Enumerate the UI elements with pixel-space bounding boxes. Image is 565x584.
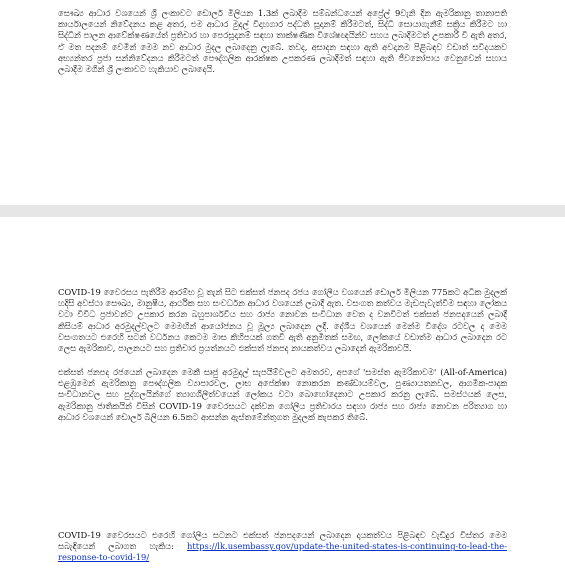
paragraph-health-aid: සෞඛ්‍ය ආධාර වශයෙන් ශ්‍රී ලංකාවට ඩොලර් මිලියන 1.3ක් ලබාදීම සම්බන්ධයෙන් අප්‍රේල් 9වැනි දින ඇමරිකානු තානාපති කාර්යාලයෙන් නිවේදනය කළ අතර, එම ආධාර මුදල් විදාහගාර පද්ධති සූදානම් කිරීමටත්, සිද්ධි සොයාගැනීම් සක්‍රිය කිරීමට හා සිද්ධීන් පාලන ආවේක්ෂණයේත් ප්‍රතිචාර හා පෙරසූදානම් සඳහා තාක්ෂණික විශේෂඥයින්ව සහය ලබාදීමටත් උපකාරී වී ඇති අතර, ඒ මත පදනම් වෙමින් මෙම නව ආධාර මුදල ලබාදෙනු ලැබේ. තවද, අසාදන සඳහා ඇති අවදානම පිළිබඳව වඩාත් සවිදයකව අභ්‍යන්තර ප්‍රජා සන්නිවේදනය කිරීමටත් පෞද්ගලික ආරක්ෂක උපකරණ ලබාදීමත් සඳහා ඇති ජීවනෝපාය වෙනුවෙන් සහාය ලබාදීම මගින් ශ්‍රී ලංකාවට හැකියාව ලබාදෙයි. [58, 8, 507, 75]
paragraph-covid-funding: COVID-19 වෛරසය පැතිරීම ආරම්භ වූ තැන් සිට එක්සත් ජනපද රජය ගෝලීය වශයෙන් ඩොලර් මිලියන 775කට අධික මුදලක් හදිසි අවස්ථා සෞඛ්‍ය, මානුෂීය, ආර්ථික සහ සංවර්ධන ආධාර වශයෙන් ලබාදී ඇත. වසංගත කත්වය මැඩපැවැත්වීම සඳහා ලෝකය වටා විවිධ ප්‍රජාවන්ට උපකාර කරන බහුපාර්ශවීය සහ රාජ්‍ය නොවන සංවිධාන වෙත ද වනවිටත් එක්සත් ජනපදයෙන් ලබාදී කිසියම් ආධාර අරමුදල්වලට මෙමඟින් ආයෝජනය වූ මූල්‍ය ලබාදෙන ලදී. දේශීය වශයෙන් මෙන්ම විදේශ රටවල ද මෙම වසංගතයට එරෙහි සටන් වර්ධනය කෙටම මාස කිහිපයක් ගතවී ඇති අනුමිතක් සමඟ, ලෝකයේ වඩාත්ම ආධාර ලබාදෙන රට ලෙස ඇමරිකාව, පාලනයට සහ ප්‍රතිචාර ප්‍රයත්නයට එක්සත් ජනපද නායකත්වය ලබාදෙන් ඇමරිකාවයි. [58, 287, 507, 354]
paragraph-all-of-america: එක්සත් ජනපද රජයෙන් ලබාදෙන මෙකී සෘජු අරමුදල් සැපයීම්වලට අමතරව, අපගේ 'සමස්ත ඇමරිකාවම' (All-of-America) එළඹුමෙන් ඇමරිකානු පෞද්ගලික ව්‍යාපාරවල, ලාභ අපේක්ෂා නොකරන කණ්ඩායම්වල, පුණ්‍යායතනවල, ආගමික-පාදක සංවිධානවල සහ පුද්ගලයින්ගේ ත්‍යාගශීලීත්වයෙන් ලෝකය වටා බොහෝදෙනාට උපකාර කරනු ලැබේ. සමස්ථයක් ලෙස, ඇමරිකානු ජාතිකයින් විසින් COVID-19 වෛරසයට දක්වන ගෝලීය ප්‍රතිචාරය සඳහා රාජ්‍ය සහ රාජ්‍ය නොවන පරිත්‍යාග හා ආධාර වශයෙන් ඩොලර් බිලියන 6.5කට ආසන්න ඇස්තමේන්තුගත මුදලක් කැපකර තිබේ. [58, 367, 507, 422]
usembassy-link[interactable]: https://lk.usembassy.gov/update-the-united-states-is-continuing-to-lead-the-response-to-covid-19/ [58, 541, 507, 563]
page-separator [0, 205, 565, 217]
document-page-1 [0, 0, 565, 205]
document-page-2 [0, 217, 565, 584]
more-info-text: COVID-19 වෛරසයට එරෙහි ගෝලීය සටනට එක්සත් ජනපදයෙන් ලබාදෙන දායකත්වය පිළිබඳව වැඩිදුර විස්තර මෙම සබැඳියෙන් ලබාගත හැකිය: [58, 530, 507, 552]
paragraph-more-info [58, 530, 507, 564]
